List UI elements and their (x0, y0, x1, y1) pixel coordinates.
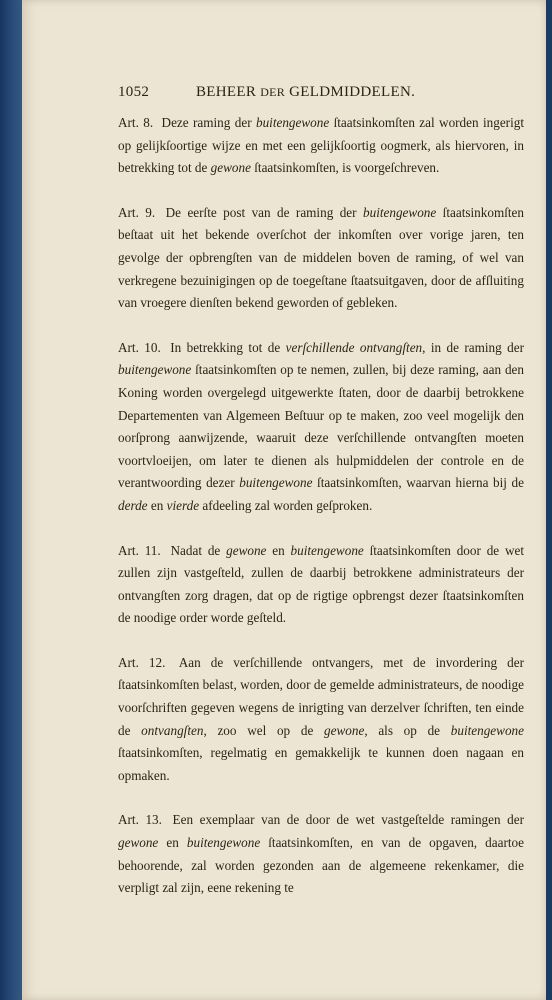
article-label: Art. 13. (118, 812, 162, 828)
article-italic: gewone (210, 160, 251, 176)
article-label: Art. 11. (118, 542, 161, 558)
page-text-block (118, 84, 524, 922)
article-italic: buitengewone (290, 542, 364, 558)
article-text: Een exemplaar van de door de wet vastgeſtelde ramingen der (172, 812, 524, 828)
article-text: Aan de verſchillende ontvangers, met de invordering der ſtaatsinkomſten belast, worden, door de gemelde administrateurs, de noodige voorſchriften gegeven wegens de inrigting van derzelver ſchriften, ten einde de (118, 654, 524, 738)
article-text: In betrekking tot de (170, 339, 286, 355)
article-text: en (158, 835, 187, 851)
running-title (196, 84, 415, 101)
running-head (118, 84, 524, 112)
article-italic: buitengewone (186, 835, 261, 851)
article-text: ſtaatsinkomſten op te nemen, zullen, bij deze raming, aan den Koning worden overgelegd uitgewerkte ſtaten, door de daarbij betrokkene Departementen van Algemeen Beſtuur op te maken, zoo veel mogelijk den oorſprong aanwijzende, waaruit deze verſchillende ontvangſten moeten voortvloeijen, om later te dienen als hulpmiddelen der controle en de verantwoording dezer (118, 362, 524, 491)
article-italic: gewone (324, 722, 365, 738)
page-number: 1052 (118, 84, 150, 100)
article-text: , als op de (364, 722, 451, 738)
article-italic: buitengewone (363, 204, 437, 220)
article-italic: gewone (118, 835, 159, 851)
article-italic: buitengewone (450, 722, 524, 738)
article-8 (118, 112, 524, 180)
article-italic: buitengewone (239, 475, 313, 491)
article-label: Art. 8. (118, 115, 154, 130)
article-text: Nadat de (170, 542, 227, 558)
article-label: Art. 10. (118, 339, 161, 355)
book-page (22, 0, 546, 1000)
article-text: en (266, 542, 291, 558)
article-italic: gewone (226, 542, 267, 558)
article-10 (118, 337, 524, 518)
article-text: en (147, 497, 167, 513)
article-italic: ontvangſten (141, 722, 204, 738)
article-label: Art. 12. (118, 654, 166, 670)
article-text: ſtaatsinkomſten door de wet zullen zijn vastgeſteld, zullen de daarbij betrokkene administrateurs der ontvangſten zorg dragen, dat op de rigtige opbrengst dezer ſtaatsinkomſten de noodige order worde geſteld. (118, 542, 525, 626)
article-label: Art. 9. (118, 204, 156, 220)
article-italic: derde (118, 497, 148, 513)
running-title-part3: GELDMIDDELEN. (289, 84, 416, 100)
article-text: ſtaatsinkomſten zal worden ingerigt op gelijkſoortige wijze en met een gelijkſoortig oogmerk, als hiervoren, in betrekking tot de (118, 115, 524, 176)
article-text: ſtaatsinkomſten, en van de opgaven, daartoe behoorende, zal worden gezonden aan de algemeene rekenkamer, die verpligt zal zijn, eene rekening te (118, 835, 524, 896)
article-12 (118, 652, 524, 788)
article-text: ſtaatsinkomſten, regelmatig en gemakkelijk te kunnen doen nagaan en opmaken. (118, 745, 524, 783)
article-text: Deze raming der (161, 115, 256, 130)
article-text: ſtaatsinkomſten, is voorgeſchreven. (250, 160, 440, 176)
article-italic: buitengewone (255, 115, 330, 130)
article-9 (118, 202, 524, 315)
running-title-part1: BEHEER (196, 84, 257, 100)
article-italic: vierde (166, 497, 200, 513)
article-11 (118, 540, 524, 630)
running-title-part2: DER (260, 85, 286, 99)
article-text: ſtaatsinkomſten, waarvan hierna bij de (312, 475, 524, 491)
article-italic: verſchillende ontvangſten (285, 339, 423, 355)
book-edge-right (546, 0, 552, 1000)
article-italic: buitengewone (118, 362, 192, 378)
article-text: , zoo wel op de (203, 722, 325, 738)
article-text: De eerſte post van de raming der (165, 204, 363, 220)
book-edge-left (0, 0, 22, 1000)
article-text: afdeeling zal worden geſproken. (199, 497, 373, 513)
article-text: ſtaatsinkomſten beſtaat uit het bekende overſchot der inkomſten over vorige jaren, ten gevolge der opbrengſten van de middelen boven de raming, of wel van verkregene bezuinigingen op de toegeſtane ſtaatsuitgaven, door de afſluiting van vroegere dienſten bekend geworden of gebleken. (118, 204, 524, 311)
article-text: , in de raming der (422, 339, 524, 355)
article-13 (118, 809, 524, 899)
